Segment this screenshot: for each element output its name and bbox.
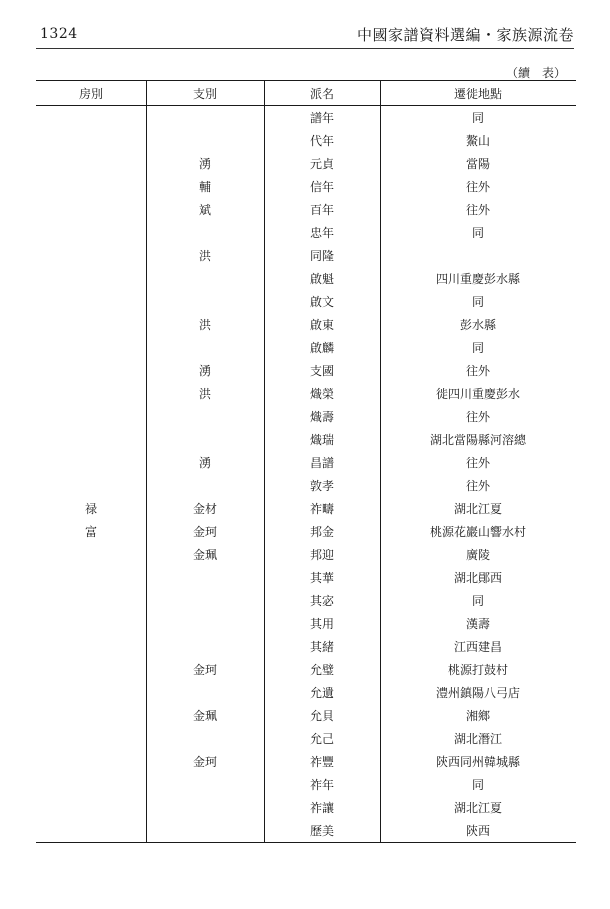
table-row	[36, 796, 576, 819]
cell-pai: 代年	[309, 134, 334, 148]
cell-place: 往外	[465, 364, 490, 378]
header-fang: 房別	[78, 86, 103, 101]
table-row	[36, 750, 576, 773]
table-row	[36, 497, 576, 520]
cell-pai: 允己	[309, 732, 334, 746]
cell-place: 往外	[465, 456, 490, 470]
cell-zhi: 洪	[198, 249, 211, 263]
cell-pai: 同隆	[309, 249, 334, 263]
header-place: 遷徙地點	[453, 86, 502, 101]
cell-place: 陝西同州韓城縣	[435, 755, 520, 769]
table-row	[36, 612, 576, 635]
table-row	[36, 704, 576, 727]
cell-zhi: 金材	[192, 502, 217, 516]
cell-place: 同	[471, 778, 484, 792]
cell-zhi: 金珮	[192, 548, 217, 562]
cell-pai: 邦金	[309, 525, 334, 539]
cell-place: 陝西	[465, 824, 490, 838]
cell-pai: 祚疇	[309, 502, 334, 516]
cell-place: 湖北江夏	[453, 502, 502, 516]
cell-place: 往外	[465, 203, 490, 217]
cell-zhi: 金珮	[192, 709, 217, 723]
table-row	[36, 290, 576, 313]
table-row	[36, 773, 576, 796]
table-rows	[36, 106, 576, 842]
cell-pai: 元貞	[309, 157, 334, 171]
cell-zhi: 金珂	[192, 525, 217, 539]
cell-zhi: 金珂	[192, 755, 217, 769]
cell-place: 往外	[465, 410, 490, 424]
cell-pai: 熾壽	[309, 410, 334, 424]
cell-pai: 信年	[309, 180, 334, 194]
cell-pai: 忠年	[309, 226, 334, 240]
table-body	[36, 81, 576, 842]
cell-pai: 允遺	[309, 686, 334, 700]
cell-pai: 啟東	[309, 318, 334, 332]
table-row	[36, 129, 576, 152]
table-row	[36, 175, 576, 198]
migration-table	[36, 80, 576, 843]
cell-place: 同	[471, 594, 484, 608]
cell-place: 江西建昌	[453, 640, 502, 654]
cell-fang: 富	[84, 525, 97, 539]
table-row	[36, 566, 576, 589]
table-row	[36, 221, 576, 244]
cell-place: 桃源花巖山響水村	[429, 525, 526, 539]
cell-pai: 熾榮	[309, 387, 334, 401]
cell-pai: 祚豐	[309, 755, 334, 769]
table-row	[36, 681, 576, 704]
cell-pai: 譜年	[309, 111, 334, 125]
table-row	[36, 658, 576, 681]
cell-place: 四川重慶彭水縣	[435, 272, 520, 286]
column-divider	[380, 81, 381, 842]
cell-place: 彭水縣	[459, 318, 496, 332]
cell-pai: 允貝	[309, 709, 334, 723]
cell-place: 湘鄉	[465, 709, 490, 723]
table-row	[36, 336, 576, 359]
table-row	[36, 520, 576, 543]
column-divider	[146, 81, 147, 842]
cell-pai: 歷美	[309, 824, 334, 838]
cell-pai: 祚年	[309, 778, 334, 792]
header-pai: 派名	[309, 86, 334, 101]
cell-pai: 允璧	[309, 663, 334, 677]
cell-pai: 支國	[309, 364, 334, 378]
table-row	[36, 474, 576, 497]
table-row	[36, 589, 576, 612]
table-row	[36, 244, 576, 267]
table-row	[36, 428, 576, 451]
cell-place: 湖北鄖西	[453, 571, 502, 585]
cell-zhi: 斌	[198, 203, 211, 217]
cell-place: 廣陵	[465, 548, 490, 562]
cell-zhi: 洪	[198, 318, 211, 332]
header-zhi: 支別	[192, 86, 217, 101]
table-bottom-rule	[36, 842, 576, 843]
table-row	[36, 819, 576, 842]
running-title: 中國家譜資料選編・家族源流卷	[356, 26, 574, 44]
table-row	[36, 267, 576, 290]
cell-fang: 禄	[84, 502, 97, 516]
cell-place: 同	[471, 226, 484, 240]
table-row	[36, 198, 576, 221]
table-row	[36, 405, 576, 428]
page-number: 1324	[40, 26, 78, 42]
cell-zhi: 洪	[198, 387, 211, 401]
cell-pai: 敦孝	[309, 479, 334, 493]
table-row	[36, 727, 576, 750]
table-row	[36, 382, 576, 405]
continued-note: （續 表）	[505, 66, 566, 80]
cell-zhi: 湧	[198, 456, 211, 470]
cell-pai: 祚讓	[309, 801, 334, 815]
cell-zhi: 湧	[198, 157, 211, 171]
cell-place: 當陽	[465, 157, 490, 171]
cell-pai: 其華	[309, 571, 334, 585]
table-row	[36, 543, 576, 566]
cell-place: 往外	[465, 180, 490, 194]
cell-place: 湖北潛江	[453, 732, 502, 746]
cell-place: 湖北江夏	[453, 801, 502, 815]
cell-pai: 啟文	[309, 295, 334, 309]
cell-place: 同	[471, 295, 484, 309]
cell-pai: 其宓	[309, 594, 334, 608]
table-header-row	[36, 81, 576, 106]
table-row	[36, 451, 576, 474]
table-row	[36, 106, 576, 129]
cell-place: 桃源打鼓村	[447, 663, 508, 677]
cell-place: 湖北當陽縣河溶總	[429, 433, 526, 447]
table-row	[36, 313, 576, 336]
cell-place: 澧州鎮陽八弓店	[435, 686, 520, 700]
cell-pai: 百年	[309, 203, 334, 217]
column-divider	[264, 81, 265, 842]
cell-pai: 昌譜	[309, 456, 334, 470]
cell-zhi: 金珂	[192, 663, 217, 677]
cell-pai: 其緒	[309, 640, 334, 654]
header-rule	[36, 48, 574, 49]
cell-pai: 啟麟	[309, 341, 334, 355]
cell-pai: 其用	[309, 617, 334, 631]
cell-pai: 熾瑞	[309, 433, 334, 447]
cell-place: 同	[471, 341, 484, 355]
cell-place: 徙四川重慶彭水	[435, 387, 520, 401]
table-row	[36, 152, 576, 175]
cell-zhi: 輔	[198, 180, 211, 194]
cell-place: 鰲山	[465, 134, 490, 148]
table-row	[36, 635, 576, 658]
cell-pai: 邦迎	[309, 548, 334, 562]
cell-zhi: 湧	[198, 364, 211, 378]
cell-place: 漢壽	[465, 617, 490, 631]
table-row	[36, 359, 576, 382]
cell-place: 同	[471, 111, 484, 125]
cell-place: 往外	[465, 479, 490, 493]
cell-pai: 啟魁	[309, 272, 334, 286]
